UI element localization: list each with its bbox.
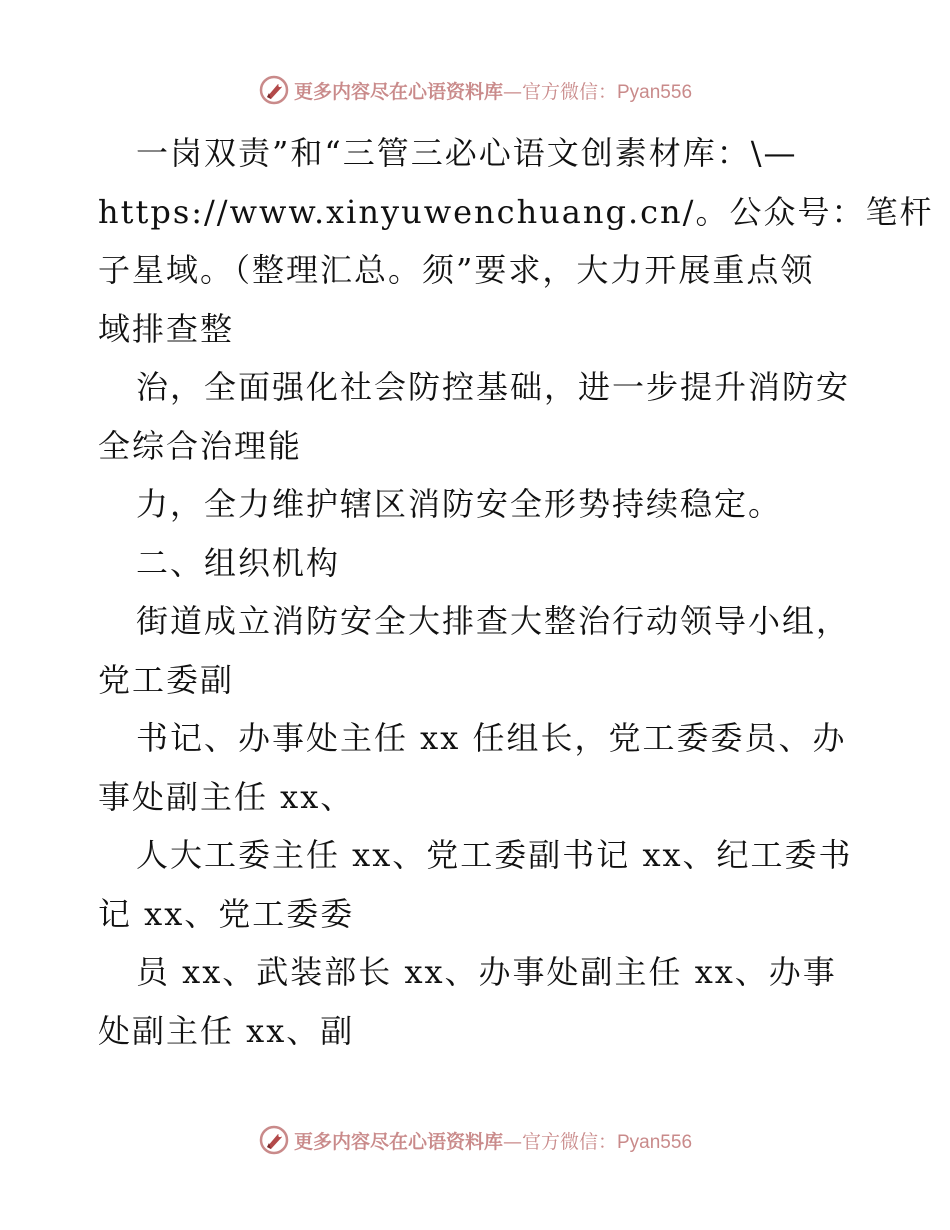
body-line: 人大工委主任 xx、党工委副书记 xx、纪工委书	[136, 836, 853, 874]
watermark-wechat-id: Pyan556	[617, 1131, 693, 1153]
header-watermark	[0, 70, 950, 110]
watermark-text	[294, 77, 692, 104]
watermark-wechat-label: 官方微信：	[521, 80, 617, 103]
body-line: 子星域。（整理汇总。须”要求，大力开展重点领	[98, 251, 815, 289]
footer-watermark	[0, 1120, 950, 1160]
body-line: 全综合治理能	[98, 426, 303, 465]
body-line: 一岗双责”和“三管三必心语文创素材库：\—	[136, 134, 798, 172]
watermark-wechat-label: 官方微信：	[521, 1130, 617, 1153]
body-line: 党工委副	[98, 660, 235, 699]
pen-nib-logo-icon	[258, 74, 290, 106]
body-line: 书记、办事处主任 xx 任组长，党工委委员、办	[136, 719, 847, 757]
watermark-separator: —	[502, 80, 522, 103]
body-line: 治，全面强化社会防控基础，进一步提升消防安	[136, 368, 851, 406]
body-line: 事处副主任 xx、	[98, 777, 355, 816]
body-line: 街道成立消防安全大排查大整治行动领导小组，	[136, 602, 851, 640]
watermark-separator: —	[502, 1130, 522, 1153]
body-line: 记 xx、党工委委	[98, 894, 355, 933]
watermark-site: 更多内容尽在心语资料库	[293, 80, 503, 103]
section-heading: 二、组织机构	[136, 543, 341, 582]
body-line: 员 xx、武装部长 xx、办事处副主任 xx、办事	[136, 953, 837, 991]
document-body	[98, 124, 934, 1060]
watermark-text	[294, 1127, 692, 1154]
body-line: https://www.xinyuwenchuang.cn/。公众号：笔杆	[98, 192, 934, 231]
body-line: 力，全力维护辖区消防安全形势持续稳定。	[136, 485, 783, 523]
body-line: 域排查整	[98, 309, 235, 348]
pen-nib-logo-icon	[258, 1124, 290, 1156]
watermark-wechat-id: Pyan556	[617, 81, 693, 103]
body-line: 处副主任 xx、副	[98, 1011, 355, 1050]
watermark-site: 更多内容尽在心语资料库	[293, 1130, 503, 1153]
